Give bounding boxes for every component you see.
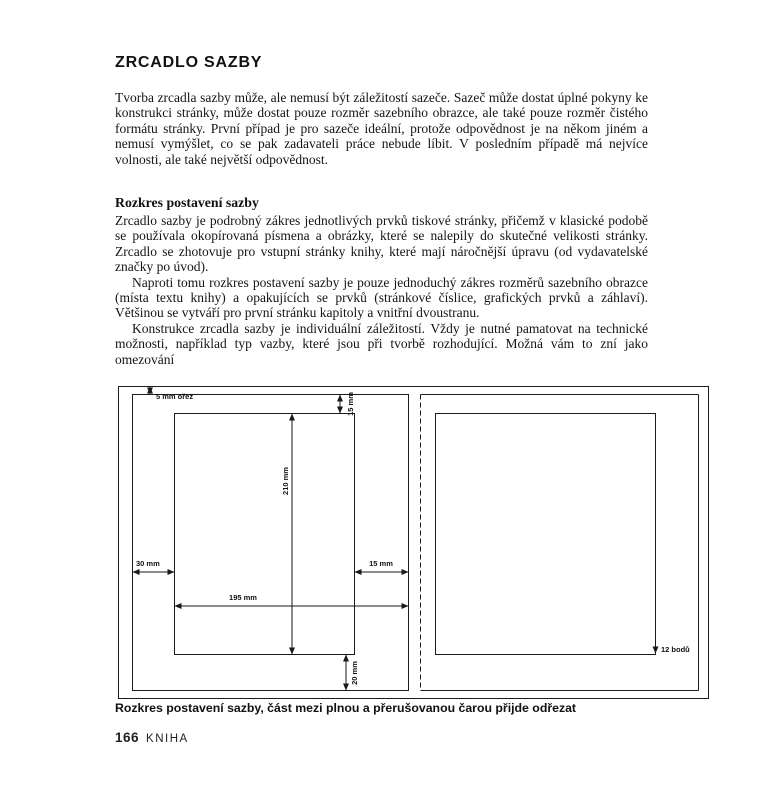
top-margin-dimension-label: 15 mm <box>345 392 355 416</box>
section-paragraph-block <box>115 213 648 367</box>
page-number: 166 <box>115 730 140 745</box>
running-title: KNIHA <box>146 733 189 745</box>
left-page-outline <box>133 395 409 691</box>
right-text-block <box>436 414 656 655</box>
layout-diagram <box>118 386 710 704</box>
paragraph: Tvorba zrcadla sazby může, ale nemusí být záležitostí sazeče. Sazeč může dostat úplné pokyny ke konstrukci stránky, může dostat pouze rozměr sazebního obrazce, ale také pouze rozměr čistého formátu stránky. První případ je pro sazeče ideální, protože odpovědnost je na někom jiném a nemusí vymýšlet, co se pak zadavateli práce nebude líbit. V posledním případě má nejvíce volnosti, ale také největší odpovědnost. <box>115 90 648 167</box>
paragraph: Naproti tomu rozkres postavení sazby je pouze jednoduchý zákres rozměrů sazebního obrazce (místa textu knihy) a opakujících se prvků (stránkové číslice, grafických prvků a záhlaví). Většinou se vytváří pro první stránku kapitoly a vnitřní dvoustranu. <box>115 274 648 321</box>
folio-offset-label: 12 bodů <box>661 645 690 654</box>
intro-paragraph-block <box>115 90 648 167</box>
page-footer <box>115 729 189 747</box>
outer-margin-dimension-label: 30 mm <box>136 559 160 568</box>
paragraph: Konstrukce zrcadla sazby je individuální záležitostí. Vždy je nutné pamatovat na technické možnosti, například typ vazby, které jsou při tvorbě rozhodující. Možná vám to zní jako omezování <box>115 320 648 367</box>
bottom-margin-dimension-label: 20 mm <box>349 661 359 685</box>
left-text-block <box>175 414 355 655</box>
section-heading: Rozkres postavení sazby <box>115 195 259 210</box>
page-width-dimension-label: 195 mm <box>229 593 257 602</box>
bleed-dimension-label: 5 mm ořez <box>156 392 194 401</box>
text-height-dimension-label: 210 mm <box>280 467 290 495</box>
page-title: ZRCADLO SAZBY <box>115 54 263 71</box>
paragraph: Zrcadlo sazby je podrobný zákres jednotlivých prvků tiskové stránky, přičemž v klasické podobě se používala okopírovaná písmena a obrázky, které se nalepily do skutečné velikosti stránky. Zrcadlo se zhotovuje pro vstupní stránky knihy, které mají náročnější úpravu (od vydavatelské značky po úvod). <box>115 213 648 275</box>
sheet-outline <box>119 387 709 699</box>
figure-caption: Rozkres postavení sazby, část mezi plnou a přerušovanou čarou přijde odřezat <box>115 701 577 715</box>
inner-margin-dimension-label: 15 mm <box>369 559 393 568</box>
